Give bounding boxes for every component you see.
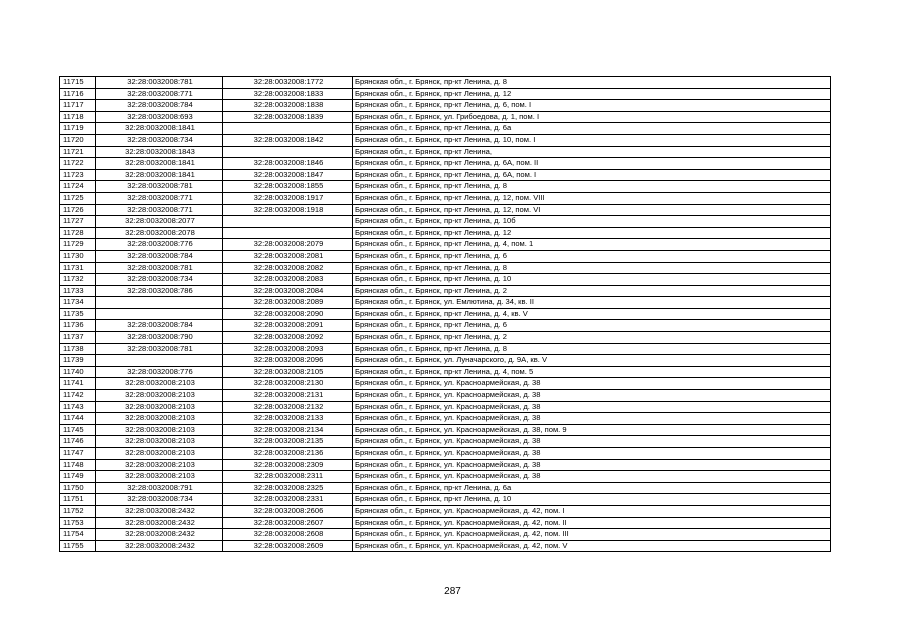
parcel-number-cell: 32:28:0032008:784 (96, 320, 223, 332)
row-number-cell: 11729 (60, 239, 96, 251)
address-cell: Брянская обл., г. Брянск, пр-кт Ленина, д. 6А, пом. II (353, 158, 831, 170)
row-number-cell: 11715 (60, 77, 96, 89)
parcel-number-cell: 32:28:0032008:784 (96, 250, 223, 262)
parcel-number-cell: 32:28:0032008:2103 (96, 424, 223, 436)
parcel-number-cell: 32:28:0032008:790 (96, 332, 223, 344)
object-number-cell: 32:28:0032008:1918 (223, 204, 353, 216)
object-number-cell: 32:28:0032008:1917 (223, 192, 353, 204)
table-row (60, 401, 831, 413)
row-number-cell: 11752 (60, 505, 96, 517)
table-row (60, 134, 831, 146)
parcel-number-cell: 32:28:0032008:2432 (96, 517, 223, 529)
table-row (60, 308, 831, 320)
parcel-number-cell: 32:28:0032008:2432 (96, 540, 223, 552)
row-number-cell: 11732 (60, 274, 96, 286)
row-number-cell: 11730 (60, 250, 96, 262)
address-cell: Брянская обл., г. Брянск, ул. Красноармейская, д. 38 (353, 459, 831, 471)
object-number-cell: 32:28:0032008:1847 (223, 169, 353, 181)
table-row (60, 494, 831, 506)
address-cell: Брянская обл., г. Брянск, пр-кт Ленина, д. 6а (353, 482, 831, 494)
parcel-number-cell: 32:28:0032008:2103 (96, 471, 223, 483)
row-number-cell: 11745 (60, 424, 96, 436)
address-cell: Брянская обл., г. Брянск, пр-кт Ленина, д. 2 (353, 285, 831, 297)
address-cell: Брянская обл., г. Брянск, ул. Луначарского, д. 9А, кв. V (353, 355, 831, 367)
address-cell: Брянская обл., г. Брянск, пр-кт Ленина, д. 8 (353, 262, 831, 274)
parcel-number-cell: 32:28:0032008:734 (96, 134, 223, 146)
object-number-cell: 32:28:0032008:2609 (223, 540, 353, 552)
parcel-number-cell: 32:28:0032008:2432 (96, 505, 223, 517)
registry-table (59, 76, 831, 552)
parcel-number-cell: 32:28:0032008:1841 (96, 123, 223, 135)
address-cell: Брянская обл., г. Брянск, пр-кт Ленина, д. 12, пом. VIII (353, 192, 831, 204)
address-cell: Брянская обл., г. Брянск, ул. Красноармейская, д. 42, пом. II (353, 517, 831, 529)
parcel-number-cell: 32:28:0032008:2103 (96, 448, 223, 460)
parcel-number-cell: 32:28:0032008:1841 (96, 169, 223, 181)
object-number-cell: 32:28:0032008:2132 (223, 401, 353, 413)
address-cell: Брянская обл., г. Брянск, пр-кт Ленина, д. 6 (353, 320, 831, 332)
row-number-cell: 11735 (60, 308, 96, 320)
address-cell: Брянская обл., г. Брянск, ул. Красноармейская, д. 42, пом. V (353, 540, 831, 552)
table-row (60, 297, 831, 309)
parcel-number-cell: 32:28:0032008:734 (96, 494, 223, 506)
row-number-cell: 11717 (60, 100, 96, 112)
address-cell: Брянская обл., г. Брянск, пр-кт Ленина, д. 12, пом. VI (353, 204, 831, 216)
address-cell: Брянская обл., г. Брянск, ул. Красноармейская, д. 38 (353, 436, 831, 448)
address-cell: Брянская обл., г. Брянск, пр-кт Ленина, д. 2 (353, 332, 831, 344)
row-number-cell: 11747 (60, 448, 96, 460)
object-number-cell (223, 216, 353, 228)
object-number-cell: 32:28:0032008:2079 (223, 239, 353, 251)
row-number-cell: 11742 (60, 390, 96, 402)
parcel-number-cell (96, 297, 223, 309)
object-number-cell: 32:28:0032008:2133 (223, 413, 353, 425)
address-cell: Брянская обл., г. Брянск, пр-кт Ленина, д. 4, пом. 5 (353, 366, 831, 378)
address-cell: Брянская обл., г. Брянск, пр-кт Ленина, д. 12 (353, 227, 831, 239)
object-number-cell: 32:28:0032008:2081 (223, 250, 353, 262)
table-row (60, 482, 831, 494)
object-number-cell: 32:28:0032008:2309 (223, 459, 353, 471)
table-row (60, 529, 831, 541)
object-number-cell: 32:28:0032008:1855 (223, 181, 353, 193)
address-cell: Брянская обл., г. Брянск, ул. Емлютина, д. 34, кв. II (353, 297, 831, 309)
object-number-cell: 32:28:0032008:2084 (223, 285, 353, 297)
parcel-number-cell: 32:28:0032008:771 (96, 192, 223, 204)
table-row (60, 169, 831, 181)
table-row (60, 88, 831, 100)
parcel-number-cell: 32:28:0032008:771 (96, 88, 223, 100)
address-cell: Брянская обл., г. Брянск, пр-кт Ленина, д. 8 (353, 181, 831, 193)
object-number-cell: 32:28:0032008:1838 (223, 100, 353, 112)
table-row (60, 123, 831, 135)
object-number-cell: 32:28:0032008:2093 (223, 343, 353, 355)
object-number-cell: 32:28:0032008:2331 (223, 494, 353, 506)
row-number-cell: 11750 (60, 482, 96, 494)
object-number-cell: 32:28:0032008:1772 (223, 77, 353, 89)
parcel-number-cell: 32:28:0032008:2103 (96, 413, 223, 425)
row-number-cell: 11727 (60, 216, 96, 228)
object-number-cell: 32:28:0032008:2092 (223, 332, 353, 344)
address-cell: Брянская обл., г. Брянск, ул. Красноармейская, д. 38 (353, 471, 831, 483)
parcel-number-cell: 32:28:0032008:2432 (96, 529, 223, 541)
parcel-number-cell: 32:28:0032008:781 (96, 343, 223, 355)
address-cell: Брянская обл., г. Брянск, пр-кт Ленина, д. 8 (353, 343, 831, 355)
table-row (60, 366, 831, 378)
object-number-cell: 32:28:0032008:2135 (223, 436, 353, 448)
table-row (60, 216, 831, 228)
table-row (60, 227, 831, 239)
object-number-cell: 32:28:0032008:2091 (223, 320, 353, 332)
address-cell: Брянская обл., г. Брянск, ул. Красноармейская, д. 42, пом. III (353, 529, 831, 541)
object-number-cell: 32:28:0032008:2311 (223, 471, 353, 483)
parcel-number-cell: 32:28:0032008:2103 (96, 459, 223, 471)
object-number-cell: 32:28:0032008:1833 (223, 88, 353, 100)
address-cell: Брянская обл., г. Брянск, пр-кт Ленина, (353, 146, 831, 158)
object-number-cell: 32:28:0032008:2134 (223, 424, 353, 436)
row-number-cell: 11720 (60, 134, 96, 146)
row-number-cell: 11741 (60, 378, 96, 390)
object-number-cell: 32:28:0032008:2607 (223, 517, 353, 529)
table-row (60, 239, 831, 251)
parcel-number-cell: 32:28:0032008:2077 (96, 216, 223, 228)
object-number-cell: 32:28:0032008:1839 (223, 111, 353, 123)
table-row (60, 390, 831, 402)
address-cell: Брянская обл., г. Брянск, ул. Красноармейская, д. 38 (353, 448, 831, 460)
table-row (60, 274, 831, 286)
parcel-number-cell (96, 355, 223, 367)
object-number-cell: 32:28:0032008:2082 (223, 262, 353, 274)
row-number-cell: 11728 (60, 227, 96, 239)
parcel-number-cell: 32:28:0032008:2103 (96, 390, 223, 402)
address-cell: Брянская обл., г. Брянск, ул. Красноармейская, д. 38 (353, 401, 831, 413)
object-number-cell: 32:28:0032008:2105 (223, 366, 353, 378)
address-cell: Брянская обл., г. Брянск, ул. Грибоедова, д. 1, пом. I (353, 111, 831, 123)
object-number-cell: 32:28:0032008:1846 (223, 158, 353, 170)
address-cell: Брянская обл., г. Брянск, пр-кт Ленина, д. 6А, пом. I (353, 169, 831, 181)
parcel-number-cell: 32:28:0032008:1843 (96, 146, 223, 158)
table-row (60, 505, 831, 517)
table-row (60, 378, 831, 390)
address-cell: Брянская обл., г. Брянск, пр-кт Ленина, д. 6а (353, 123, 831, 135)
row-number-cell: 11719 (60, 123, 96, 135)
parcel-number-cell: 32:28:0032008:771 (96, 204, 223, 216)
row-number-cell: 11751 (60, 494, 96, 506)
table-row (60, 285, 831, 297)
row-number-cell: 11739 (60, 355, 96, 367)
object-number-cell: 32:28:0032008:2130 (223, 378, 353, 390)
row-number-cell: 11743 (60, 401, 96, 413)
table-row (60, 448, 831, 460)
parcel-number-cell: 32:28:0032008:776 (96, 239, 223, 251)
parcel-number-cell: 32:28:0032008:1841 (96, 158, 223, 170)
table-row (60, 250, 831, 262)
parcel-number-cell: 32:28:0032008:2103 (96, 401, 223, 413)
parcel-number-cell: 32:28:0032008:734 (96, 274, 223, 286)
row-number-cell: 11740 (60, 366, 96, 378)
object-number-cell: 32:28:0032008:2089 (223, 297, 353, 309)
row-number-cell: 11726 (60, 204, 96, 216)
object-number-cell: 32:28:0032008:2608 (223, 529, 353, 541)
object-number-cell: 32:28:0032008:2136 (223, 448, 353, 460)
row-number-cell: 11749 (60, 471, 96, 483)
table-row (60, 204, 831, 216)
object-number-cell (223, 146, 353, 158)
row-number-cell: 11725 (60, 192, 96, 204)
row-number-cell: 11738 (60, 343, 96, 355)
table-row (60, 100, 831, 112)
table-row (60, 436, 831, 448)
parcel-number-cell: 32:28:0032008:786 (96, 285, 223, 297)
address-cell: Брянская обл., г. Брянск, пр-кт Ленина, д. 12 (353, 88, 831, 100)
row-number-cell: 11736 (60, 320, 96, 332)
parcel-number-cell (96, 308, 223, 320)
table-row (60, 471, 831, 483)
object-number-cell: 32:28:0032008:2606 (223, 505, 353, 517)
parcel-number-cell: 32:28:0032008:776 (96, 366, 223, 378)
address-cell: Брянская обл., г. Брянск, пр-кт Ленина, д. 4, пом. 1 (353, 239, 831, 251)
object-number-cell: 32:28:0032008:2090 (223, 308, 353, 320)
object-number-cell: 32:28:0032008:1842 (223, 134, 353, 146)
table-row (60, 540, 831, 552)
address-cell: Брянская обл., г. Брянск, пр-кт Ленина, д. 10 (353, 494, 831, 506)
address-cell: Брянская обл., г. Брянск, пр-кт Ленина, д. 6 (353, 250, 831, 262)
table-row (60, 355, 831, 367)
table-row (60, 459, 831, 471)
object-number-cell: 32:28:0032008:2083 (223, 274, 353, 286)
row-number-cell: 11722 (60, 158, 96, 170)
row-number-cell: 11724 (60, 181, 96, 193)
table-row (60, 181, 831, 193)
table-row (60, 343, 831, 355)
row-number-cell: 11755 (60, 540, 96, 552)
address-cell: Брянская обл., г. Брянск, пр-кт Ленина, д. 8 (353, 77, 831, 89)
row-number-cell: 11746 (60, 436, 96, 448)
table-row (60, 262, 831, 274)
object-number-cell: 32:28:0032008:2131 (223, 390, 353, 402)
table-row (60, 424, 831, 436)
row-number-cell: 11754 (60, 529, 96, 541)
address-cell: Брянская обл., г. Брянск, ул. Красноармейская, д. 38, пом. 9 (353, 424, 831, 436)
table-row (60, 320, 831, 332)
parcel-number-cell: 32:28:0032008:2103 (96, 436, 223, 448)
object-number-cell (223, 123, 353, 135)
parcel-number-cell: 32:28:0032008:2103 (96, 378, 223, 390)
page-number: 287 (444, 586, 461, 597)
parcel-number-cell: 32:28:0032008:693 (96, 111, 223, 123)
registry-table-body (60, 77, 831, 552)
row-number-cell: 11723 (60, 169, 96, 181)
address-cell: Брянская обл., г. Брянск, ул. Красноармейская, д. 42, пом. I (353, 505, 831, 517)
address-cell: Брянская обл., г. Брянск, пр-кт Ленина, д. 10б (353, 216, 831, 228)
row-number-cell: 11753 (60, 517, 96, 529)
parcel-number-cell: 32:28:0032008:781 (96, 181, 223, 193)
row-number-cell: 11718 (60, 111, 96, 123)
row-number-cell: 11734 (60, 297, 96, 309)
row-number-cell: 11731 (60, 262, 96, 274)
parcel-number-cell: 32:28:0032008:784 (96, 100, 223, 112)
address-cell: Брянская обл., г. Брянск, пр-кт Ленина, д. 4, кв. V (353, 308, 831, 320)
object-number-cell: 32:28:0032008:2325 (223, 482, 353, 494)
parcel-number-cell: 32:28:0032008:781 (96, 262, 223, 274)
address-cell: Брянская обл., г. Брянск, ул. Красноармейская, д. 38 (353, 378, 831, 390)
object-number-cell (223, 227, 353, 239)
address-cell: Брянская обл., г. Брянск, пр-кт Ленина, д. 10, пом. I (353, 134, 831, 146)
address-cell: Брянская обл., г. Брянск, ул. Красноармейская, д. 38 (353, 390, 831, 402)
row-number-cell: 11716 (60, 88, 96, 100)
parcel-number-cell: 32:28:0032008:781 (96, 77, 223, 89)
row-number-cell: 11748 (60, 459, 96, 471)
table-row (60, 77, 831, 89)
table-row (60, 111, 831, 123)
table-row (60, 517, 831, 529)
address-cell: Брянская обл., г. Брянск, пр-кт Ленина, д. 10 (353, 274, 831, 286)
row-number-cell: 11721 (60, 146, 96, 158)
address-cell: Брянская обл., г. Брянск, пр-кт Ленина, д. 6, пом. I (353, 100, 831, 112)
object-number-cell: 32:28:0032008:2096 (223, 355, 353, 367)
row-number-cell: 11733 (60, 285, 96, 297)
row-number-cell: 11737 (60, 332, 96, 344)
address-cell: Брянская обл., г. Брянск, ул. Красноармейская, д. 38 (353, 413, 831, 425)
parcel-number-cell: 32:28:0032008:2078 (96, 227, 223, 239)
table-row (60, 192, 831, 204)
parcel-number-cell: 32:28:0032008:791 (96, 482, 223, 494)
row-number-cell: 11744 (60, 413, 96, 425)
table-row (60, 413, 831, 425)
table-row (60, 332, 831, 344)
table-row (60, 158, 831, 170)
table-row (60, 146, 831, 158)
